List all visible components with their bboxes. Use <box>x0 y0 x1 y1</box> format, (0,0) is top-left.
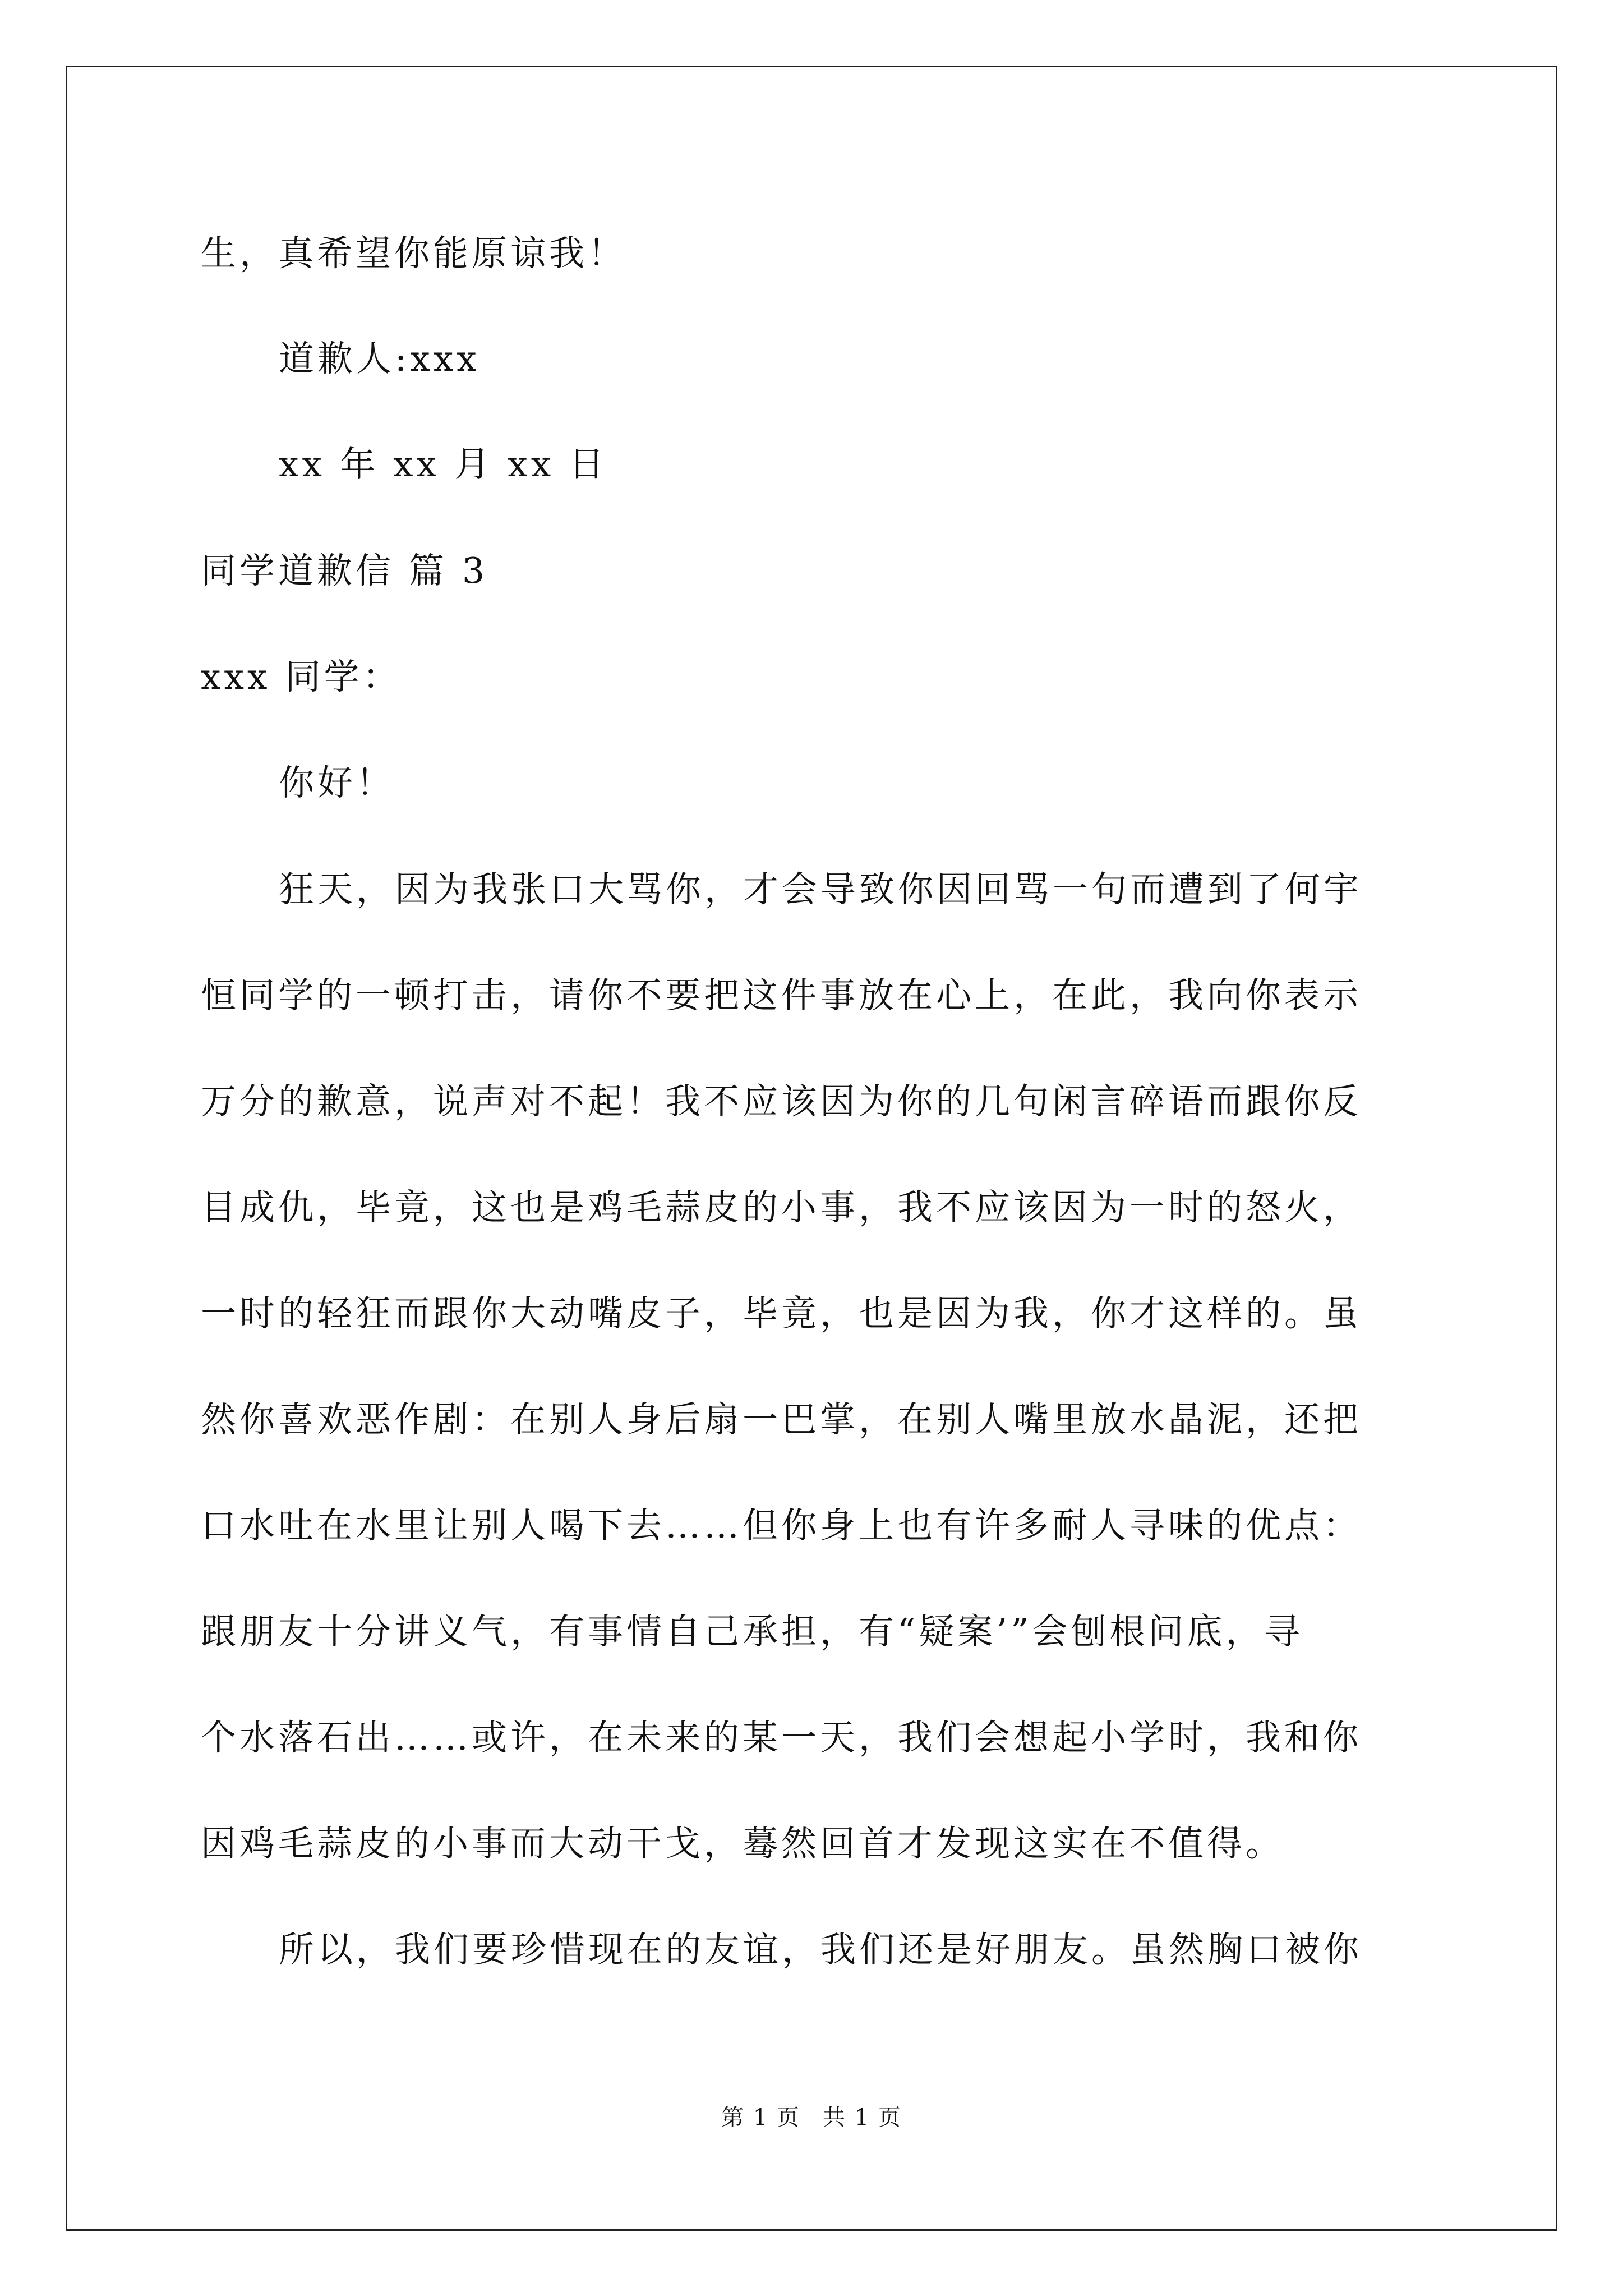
greeting: 你好！ <box>279 762 395 803</box>
paragraph-line: 万分的歉意，说声对不起！我不应该因为你的几句闲言碎语而跟你反 <box>201 1081 1362 1122</box>
paragraph-line: 跟朋友十分讲义气，有事情自己承担，有“疑案’”会刨根问底，寻 <box>201 1611 1303 1652</box>
text-line-closing: 生，真希望你能原谅我！ <box>201 233 626 274</box>
paragraph-line: 恒同学的一顿打击，请你不要把这件事放在心上，在此，我向你表示 <box>201 975 1362 1016</box>
paragraph-line: 然你喜欢恶作剧：在别人身后扇一巴掌，在别人嘴里放水晶泥，还把 <box>201 1399 1362 1440</box>
page-footer <box>0 2104 1623 2132</box>
apologizer-signature: 道歉人:xxx <box>279 338 480 379</box>
page-number: 第 1 页 <box>721 2105 800 2131</box>
signature-date: xx 年 xx 月 xx 日 <box>279 444 608 485</box>
section-heading: 同学道歉信 篇 3 <box>201 550 488 591</box>
paragraph-line: 目成仇，毕竟，这也是鸡毛蒜皮的小事，我不应该因为一时的怒火， <box>201 1187 1362 1228</box>
page-border <box>66 66 1557 2231</box>
paragraph-line: 口水吐在水里让别人喝下去……但你身上也有许多耐人寻味的优点： <box>201 1505 1362 1546</box>
paragraph-line: 所以，我们要珍惜现在的友谊，我们还是好朋友。虽然胸口被你 <box>279 1929 1362 1970</box>
paragraph-line: 因鸡毛蒜皮的小事而大动干戈，蓦然回首才发现这实在不值得。 <box>201 1823 1284 1864</box>
paragraph-line: 一时的轻狂而跟你大动嘴皮子，毕竟，也是因为我，你才这样的。虽 <box>201 1293 1362 1334</box>
paragraph-line: 狂天，因为我张口大骂你，才会导致你因回骂一句而遭到了何宇 <box>279 869 1362 910</box>
paragraph-line: 个水落石出……或许，在未来的某一天，我们会想起小学时，我和你 <box>201 1717 1362 1758</box>
salutation: xxx 同学： <box>201 656 402 697</box>
page-total: 共 1 页 <box>823 2105 902 2131</box>
